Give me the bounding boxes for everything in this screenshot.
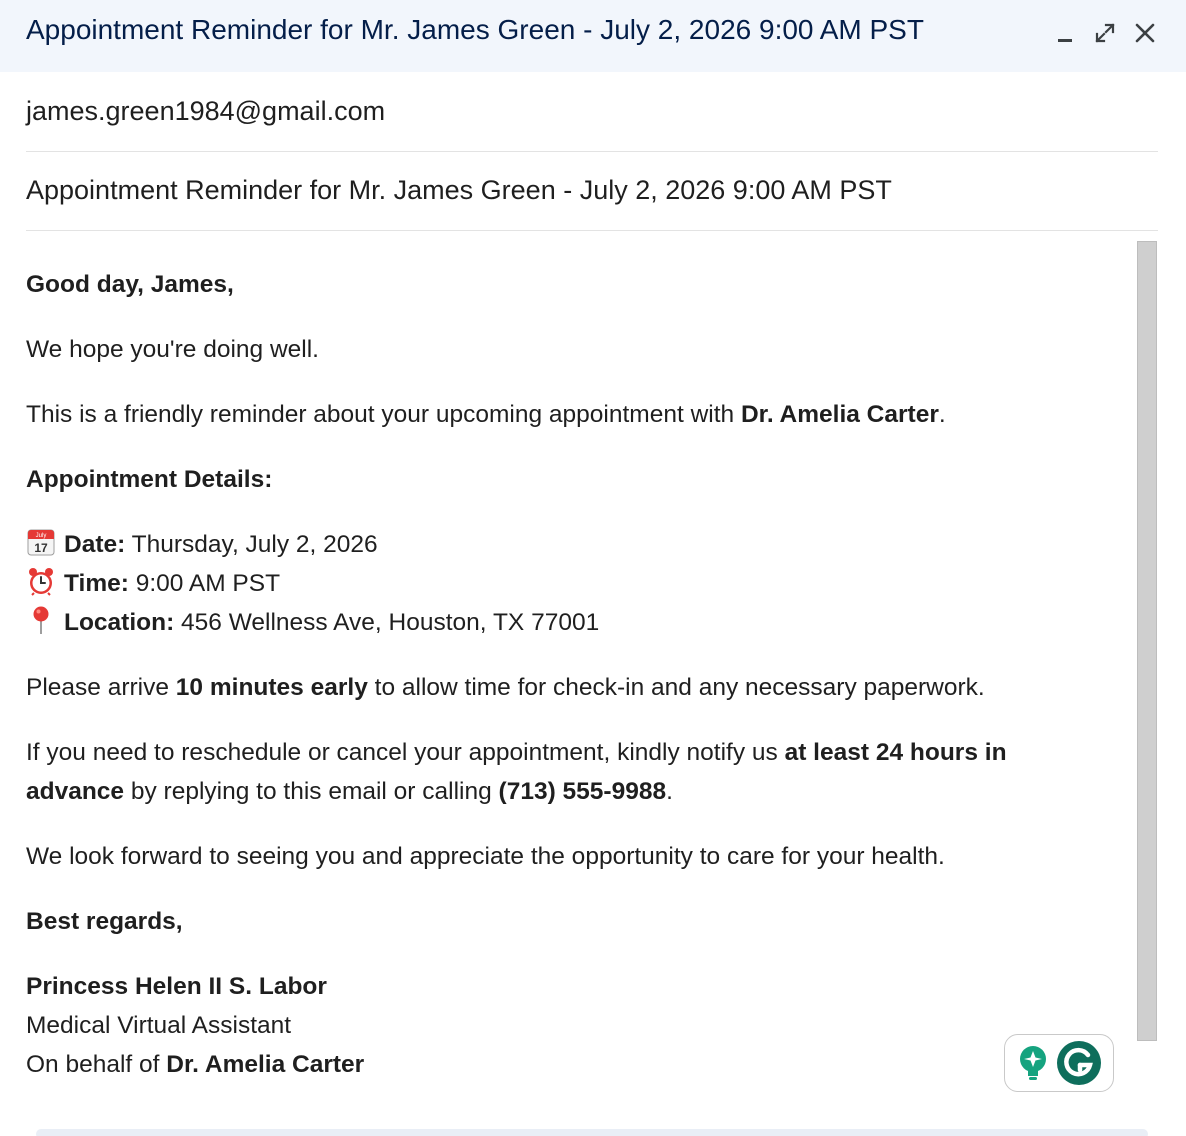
reminder-line xyxy=(26,395,1116,434)
message-body[interactable] xyxy=(26,232,1126,1136)
subject-text: Appointment Reminder for Mr. James Green - July 2, 2026 9:00 AM PST xyxy=(26,175,892,205)
close-icon xyxy=(1134,22,1156,44)
signature-role: Medical Virtual Assistant xyxy=(26,1012,292,1039)
lightbulb-icon[interactable] xyxy=(1016,1043,1050,1083)
signature-name: Princess Helen II S. Labor xyxy=(26,973,327,1000)
grammarly-g-icon[interactable] xyxy=(1056,1040,1102,1086)
arrive-prefix: Please arrive xyxy=(26,674,176,701)
alarm-clock-icon xyxy=(26,566,56,596)
hope-line: We hope you're doing well. xyxy=(26,336,319,363)
calendar-icon xyxy=(26,527,56,557)
signature-behalf xyxy=(26,1045,1116,1084)
location-label: Location: xyxy=(64,609,175,636)
minimize-icon xyxy=(1054,22,1076,44)
compose-title-bar xyxy=(0,0,1186,72)
detail-date xyxy=(26,525,1116,564)
expand-button[interactable] xyxy=(1088,16,1122,50)
details-heading: Appointment Details: xyxy=(26,466,273,493)
regards-line: Best regards, xyxy=(26,908,183,935)
window-title: Appointment Reminder for Mr. James Green - July 2, 2026 9:00 AM PST xyxy=(26,14,924,45)
date-value: Thursday, July 2, 2026 xyxy=(125,531,378,558)
grammarly-widget[interactable] xyxy=(1004,1034,1114,1092)
arrive-bold: 10 minutes early xyxy=(175,674,368,701)
date-label: Date: xyxy=(64,531,126,558)
reminder-suffix: . xyxy=(938,401,946,428)
location-value: 456 Wellness Ave, Houston, TX 77001 xyxy=(174,609,600,636)
reschedule-prefix: If you need to reschedule or cancel your appointment, kindly notify us xyxy=(26,739,785,766)
minimize-button[interactable] xyxy=(1048,16,1082,50)
time-value: 9:00 AM PST xyxy=(128,570,281,597)
arrive-line xyxy=(26,668,1116,707)
pin-icon xyxy=(26,605,56,635)
closing-line: We look forward to seeing you and appreciate the opportunity to care for your health. xyxy=(26,843,945,870)
behalf-prefix: On behalf of xyxy=(26,1051,167,1078)
calendar-month-text: July xyxy=(35,533,47,539)
phone-number: (713) 555-9988 xyxy=(498,778,667,805)
recipient-field[interactable] xyxy=(26,72,1158,152)
greeting: Good day, James, xyxy=(26,271,234,298)
close-button[interactable] xyxy=(1128,16,1162,50)
subject-field[interactable] xyxy=(26,152,1158,231)
reschedule-bold: at least 24 hours in advance xyxy=(26,739,1007,805)
detail-time xyxy=(26,564,1116,603)
expand-icon xyxy=(1093,21,1117,45)
reschedule-paragraph xyxy=(26,733,1076,811)
doctor-name: Dr. Amelia Carter xyxy=(740,401,939,428)
scrollbar-thumb[interactable] xyxy=(1137,241,1157,1041)
compose-bottom-toolbar-edge xyxy=(36,1129,1148,1136)
detail-location xyxy=(26,603,1116,642)
time-label: Time: xyxy=(64,570,129,597)
reschedule-suffix: . xyxy=(666,778,673,805)
window-controls xyxy=(1042,16,1162,50)
calendar-day-text: 17 xyxy=(34,541,48,555)
recipient-address: james.green1984@gmail.com xyxy=(26,96,386,126)
behalf-doctor: Dr. Amelia Carter xyxy=(166,1051,365,1078)
reminder-prefix: This is a friendly reminder about your upcoming appointment with xyxy=(26,401,741,428)
reschedule-mid: by replying to this email or calling xyxy=(124,778,499,805)
arrive-suffix: to allow time for check-in and any necessary paperwork. xyxy=(367,674,985,701)
